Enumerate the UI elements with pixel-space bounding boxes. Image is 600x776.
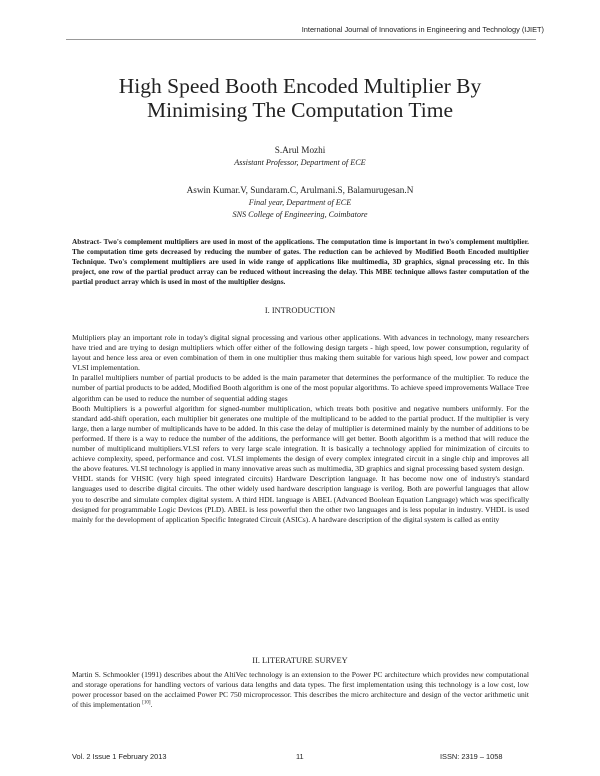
intro-paragraph-3: Booth Multipliers is a powerful algorithm for signed-number multiplication, which treats both positive and negative numbers uniformly. For the standard add-shift operation, each multiplier bit generates one multiple of the multiplicand to be added to the partial product. If the multiplier is very large, then a large number of multiplicands have to be added. In this case the delay of multiplier is determined mainly by the number of additions to be performed. If there is a way to reduce the number of the additions, the performance will get better. Booth algorithm is a method that will reduce the number of multiplicand multipliers.VLSI refers to very large scale integration. It is basically a technology applied for minimization of circuits to achieve complexity, speed, performance and cost. VLSI implements the design of every complex integrated circuit in a single chip and improves all the above features. VLSI technology is applied in many innovative areas such as multimedia, 3D graphics and signal processing based system design. bbox=[72, 403, 529, 474]
citation-ref: [10] bbox=[142, 700, 151, 706]
abstract: Abstract- Two's complement multipliers are used in most of the applications. The computation time is important in two's complement multiplier. The computation time gets decreased by reducing the number of gates. The reduction can be achieved by Modified Booth Encoded multiplier Technique. Two's complement multipliers are used in wide range of applications like multimedia, 3D graphics, signal processing etc. In this project, one row of the partial product array can be reduced without increasing the delay. This MBE technique allows faster computation of the partial product array which is used in most of the multiplier designs. bbox=[72, 237, 529, 286]
paper-title bbox=[60, 74, 540, 122]
literature-survey-heading: II. LITERATURE SURVEY bbox=[252, 656, 348, 665]
intro-paragraph-2: In parallel multipliers number of partial products to be added is the main parameter that determines the performance of the multiplier. To reduce the number of partial products to be added, Modified Booth algorithm is one of the most popular algorithms. To achieve speed improvements Wallace Tree algorithm can be used to reduce the number of sequential adding stages bbox=[72, 373, 529, 403]
coauthors: Aswin Kumar.V, Sundaram.C, Arulmani.S, Balamurugesan.N bbox=[186, 185, 414, 195]
literature-text: Martin S. Schmookler (1991) describes about the AltiVec technology is an extension to the Power PC architecture which provides new computational and storage operations for handling vectors of various data lengths and data types. The first implementation using this technology is a low cost, low power processor based on the acclaimed Power PC 750 microprocessor. This describes the micro architecture and design of the vector arithmetic unit of this implementation bbox=[72, 670, 529, 710]
college: SNS College of Engineering, Coimbatore bbox=[232, 210, 368, 219]
introduction-heading: I. INTRODUCTION bbox=[264, 306, 336, 315]
footer-page-number: 11 bbox=[296, 752, 304, 761]
introduction-body bbox=[72, 333, 529, 525]
intro-paragraph-1: Multipliers play an important role in today's digital signal processing and various other applications. With advances in technology, many researchers have tried and are trying to design multipliers which offer either of the following design targets - high speed, low power consumption, regularity of layout and hence less area or even combination of them in one multiplier thus making them suitable for various high speed, low power and compact VLSI implementation. bbox=[72, 333, 529, 373]
footer-issn: ISSN: 2319 – 1058 bbox=[440, 752, 503, 761]
header-rule bbox=[66, 39, 536, 40]
footer-volume: Vol. 2 Issue 1 February 2013 bbox=[72, 752, 167, 761]
coauthor-role: Final year, Department of ECE bbox=[248, 198, 352, 207]
journal-header: International Journal of Innovations in Engineering and Technology (IJIET) bbox=[301, 25, 544, 34]
intro-paragraph-4: VHDL stands for VHSIC (very high speed integrated circuits) Hardware Description language. It has become now one of industry's standard languages used to describe digital circuits. The other widely used hardware description language is verilog. Both are powerful languages that allow you to describe and simulate complex digital system. A third HDL language is ABEL (Advanced Boolean Equation Language) which was specifically designed for programmable Logic Devices (PLD). ABEL is less powerful then the other two languages and is less popular in industry. VHDL is used mainly for the development of application Specific Integrated Circuit (ASICs). A hardware description of the digital system is called as entity bbox=[72, 474, 529, 524]
literature-tail: . bbox=[150, 700, 153, 710]
literature-paragraph bbox=[72, 670, 529, 710]
primary-author: S.Arul Mozhi bbox=[274, 145, 326, 155]
title-line-1: High Speed Booth Encoded Multiplier By bbox=[118, 74, 482, 98]
primary-author-role: Assistant Professor, Department of ECE bbox=[234, 158, 366, 167]
literature-survey-body bbox=[72, 670, 529, 710]
title-line-2: Minimising The Computation Time bbox=[146, 98, 454, 122]
